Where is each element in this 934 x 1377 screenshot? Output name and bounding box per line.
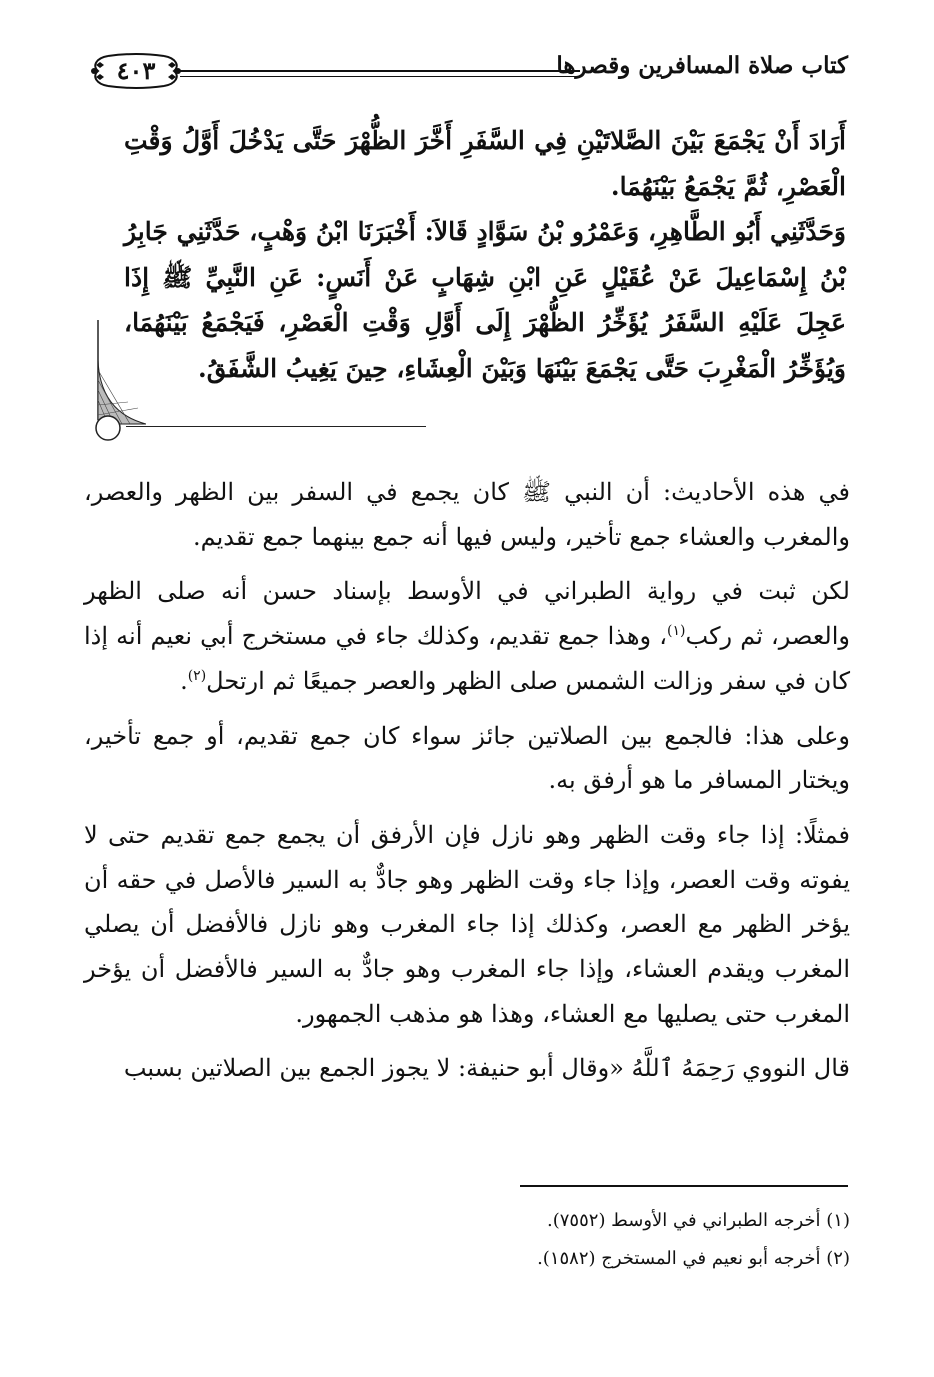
page-header [88, 48, 848, 98]
book-title: كتاب صلاة المسافرين وقصرها [556, 52, 848, 79]
hadith-line: أَرَادَ أَنْ يَجْمَعَ بَيْنَ الصَّلاتَيْنِ فِي السَّفَرِ أَخَّرَ الظُّهْرَ حَتَّى يَدْخُلَ أَوَّلُ وَقْتِ الْعَصْرِ، ثُمَّ يَجْمَعُ بَيْنَهُمَا. [124, 126, 846, 201]
footnote-ref[interactable]: (٢) [187, 667, 207, 684]
page-number: ٤٠٣ [116, 56, 156, 85]
paragraph-text: لكن ثبت في رواية الطبراني في الأوسط بإسناد حسن أنه صلى الظهر والعصر، ثم ركب [84, 577, 850, 651]
hadith-line: وَحَدَّثَنِي أَبُو الطَّاهِرِ، وَعَمْرُو بْنُ سَوَّادٍ قَالاَ: أَخْبَرَنَا ابْنُ وَهْبٍ، حَدَّثَنِي جَابِرُ بْنُ إِسْمَاعِيلَ عَنْ عُقَيْلٍ عَنِ ابْنِ شِهَابٍ عَنْ أَنَسٍ: عَنِ النَّبِيِّ ﷺ إِذَا عَجِلَ عَلَيْهِ السَّفَرُ يُؤَخِّرُ الظُّهْرَ إِلَى أَوَّلِ وَقْتِ الْعَصْرِ، فَيَجْمَعُ بَيْنَهُمَا، وَيُؤَخِّرُ الْمَغْرِبَ حَتَّى يَجْمَعَ بَيْنَهَا وَبَيْنَ الْعِشَاءِ، حِينَ يَغِيبُ الشَّفَقُ. [124, 217, 846, 383]
paragraph: فمثلًا: إذا جاء وقت الظهر وهو نازل فإن الأرفق أن يجمع جمع تقديم حتى لا يفوته وقت العصر، وإذا جاء وقت الظهر وهو جادٌّ به السير فالأصل في حقه أن يؤخر الظهر مع العصر، وكذلك إذا جاء المغرب وهو نازل فالأفضل أن يصلي المغرب ويقدم العشاء، وإذا جاء المغرب وهو جادٌّ به السير فالأفضل أن يؤخر المغرب حتى يصليها مع العشاء، وهذا هو مذهب الجمهور. [84, 820, 850, 1028]
commentary [84, 470, 850, 1091]
paragraph: وعلى هذا: فالجمع بين الصلاتين جائز سواء كان جمع تقديم، أو جمع تأخير، ويختار المسافر ما هو أرفق به. [84, 721, 850, 795]
footnote-ref[interactable]: (١) [667, 623, 686, 640]
footnote: (١) أخرجه الطبراني في الأوسط (٧٥٥٢). [547, 1210, 850, 1231]
paragraph: في هذه الأحاديث: أن النبي ﷺ كان يجمع في السفر بين الظهر والعصر، والمغرب والعشاء جمع تأخير، وليس فيها أنه جمع بينهما جمع تقديم. [84, 478, 850, 551]
paragraph [84, 569, 850, 703]
corner-ornament-icon [90, 320, 146, 442]
hadith-rule [126, 426, 426, 427]
paragraph-text: . [180, 666, 188, 695]
footnotes [84, 1202, 850, 1278]
page-number-ornament [88, 48, 184, 94]
footnote: (٢) أخرجه أبو نعيم في المستخرج (١٥٨٢). [537, 1248, 850, 1269]
header-rule [180, 70, 580, 82]
paragraph-text: ، وهذا جمع تقديم، وكذلك جاء في مستخرج أبي نعيم أنه إذا كان في سفر وزالت الشمس صلى الظهر والعصر جميعًا ثم ارتحل [84, 622, 850, 695]
footnote-rule [520, 1185, 848, 1187]
hadith-text [124, 118, 846, 391]
paragraph: قال النووي رَحِمَهُ ٱللَّهُ «وقال أبو حنيفة: لا يجوز الجمع بين الصلاتين بسبب [123, 1054, 850, 1083]
